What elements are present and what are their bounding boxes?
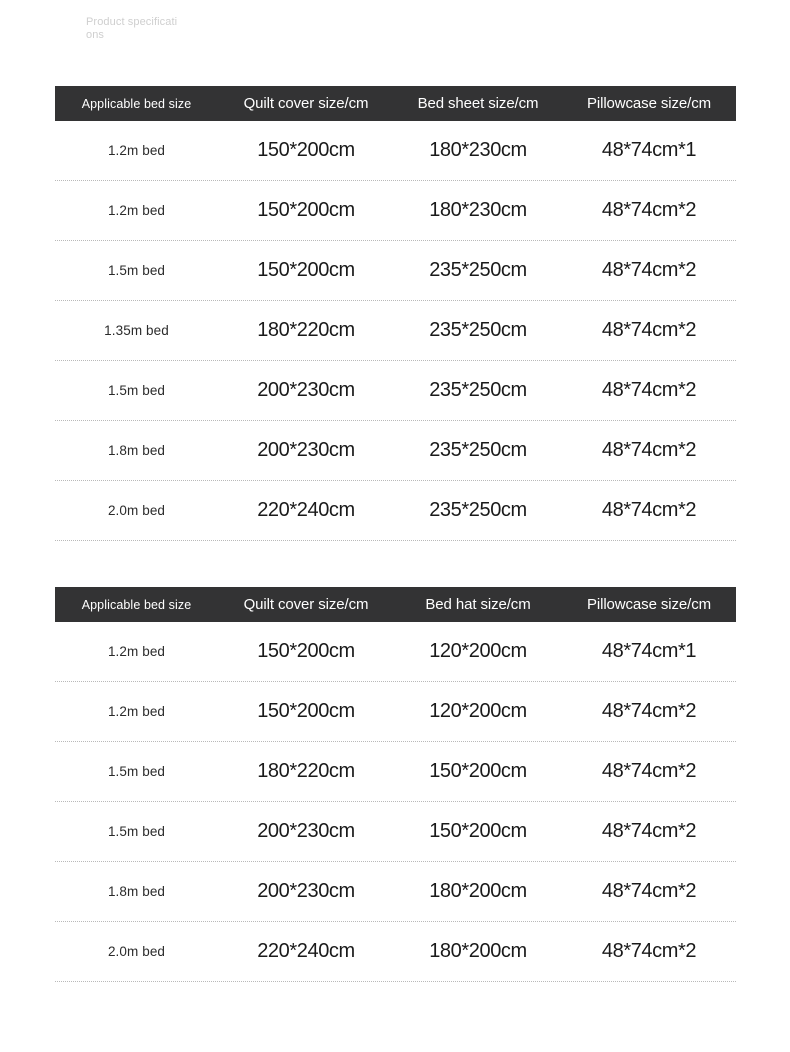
size-value-cell: 180*220cm <box>257 760 355 782</box>
table-row <box>55 922 736 982</box>
table-row <box>55 421 736 481</box>
size-value-cell: 150*200cm <box>257 139 355 161</box>
bed-size-cell: 1.8m bed <box>107 443 166 458</box>
size-value-cell: 48*74cm*2 <box>601 439 697 461</box>
size-value-cell: 48*74cm*2 <box>601 820 697 842</box>
size-value-cell: 200*230cm <box>257 439 355 461</box>
bed-size-cell: 1.5m bed <box>107 824 166 839</box>
size-value-cell: 220*240cm <box>257 940 355 962</box>
size-value-cell: 48*74cm*2 <box>601 379 697 401</box>
column-header: Applicable bed size <box>81 96 192 111</box>
quilt-bed-hat-size-table <box>55 587 736 982</box>
table-row <box>55 121 736 181</box>
size-value-cell: 235*250cm <box>429 319 527 341</box>
column-header: Bed hat size/cm <box>425 596 531 613</box>
size-value-cell: 150*200cm <box>257 640 355 662</box>
size-value-cell: 48*74cm*2 <box>601 199 697 221</box>
size-value-cell: 180*230cm <box>429 199 527 221</box>
size-value-cell: 200*230cm <box>257 820 355 842</box>
table-row <box>55 802 736 862</box>
size-value-cell: 120*200cm <box>429 640 527 662</box>
size-value-cell: 48*74cm*2 <box>601 499 697 521</box>
table-row <box>55 682 736 742</box>
table-row <box>55 181 736 241</box>
bed-size-cell: 1.5m bed <box>107 383 166 398</box>
size-value-cell: 200*230cm <box>257 880 355 902</box>
bed-size-cell: 1.2m bed <box>107 143 166 158</box>
size-value-cell: 48*74cm*1 <box>601 640 697 662</box>
table-row <box>55 361 736 421</box>
table-row <box>55 862 736 922</box>
size-value-cell: 180*200cm <box>429 880 527 902</box>
size-value-cell: 235*250cm <box>429 259 527 281</box>
size-value-cell: 48*74cm*2 <box>601 880 697 902</box>
table-row <box>55 742 736 802</box>
size-value-cell: 48*74cm*2 <box>601 319 697 341</box>
size-value-cell: 235*250cm <box>429 499 527 521</box>
bed-size-cell: 1.2m bed <box>107 704 166 719</box>
size-value-cell: 48*74cm*2 <box>601 259 697 281</box>
size-value-cell: 200*230cm <box>257 379 355 401</box>
size-value-cell: 150*200cm <box>257 259 355 281</box>
bed-size-cell: 1.2m bed <box>107 644 166 659</box>
bed-size-cell: 2.0m bed <box>107 944 166 959</box>
size-value-cell: 235*250cm <box>429 379 527 401</box>
column-header: Quilt cover size/cm <box>243 596 369 613</box>
column-header: Bed sheet size/cm <box>417 95 539 112</box>
size-value-cell: 235*250cm <box>429 439 527 461</box>
table-row <box>55 241 736 301</box>
product-specifications-watermark: Product specifications <box>86 16 178 41</box>
bed-size-cell: 1.5m bed <box>107 764 166 779</box>
size-value-cell: 150*200cm <box>429 820 527 842</box>
size-value-cell: 180*200cm <box>429 940 527 962</box>
size-value-cell: 48*74cm*2 <box>601 760 697 782</box>
table-row <box>55 481 736 541</box>
size-value-cell: 180*230cm <box>429 139 527 161</box>
table-row <box>55 622 736 682</box>
column-header: Applicable bed size <box>81 597 192 612</box>
column-header: Quilt cover size/cm <box>243 95 369 112</box>
size-value-cell: 150*200cm <box>257 700 355 722</box>
table-row <box>55 301 736 361</box>
column-header: Pillowcase size/cm <box>586 95 712 112</box>
table-header-row <box>55 587 736 622</box>
bed-size-cell: 1.5m bed <box>107 263 166 278</box>
bed-size-cell: 1.35m bed <box>104 323 169 338</box>
bed-size-cell: 1.8m bed <box>107 884 166 899</box>
size-value-cell: 150*200cm <box>429 760 527 782</box>
bed-size-cell: 2.0m bed <box>107 503 166 518</box>
size-value-cell: 150*200cm <box>257 199 355 221</box>
bed-size-cell: 1.2m bed <box>107 203 166 218</box>
size-value-cell: 48*74cm*1 <box>601 139 697 161</box>
quilt-bed-sheet-size-table <box>55 86 736 541</box>
size-value-cell: 48*74cm*2 <box>601 940 697 962</box>
size-value-cell: 120*200cm <box>429 700 527 722</box>
size-value-cell: 220*240cm <box>257 499 355 521</box>
size-value-cell: 48*74cm*2 <box>601 700 697 722</box>
size-value-cell: 180*220cm <box>257 319 355 341</box>
column-header: Pillowcase size/cm <box>586 596 712 613</box>
table-header-row <box>55 86 736 121</box>
